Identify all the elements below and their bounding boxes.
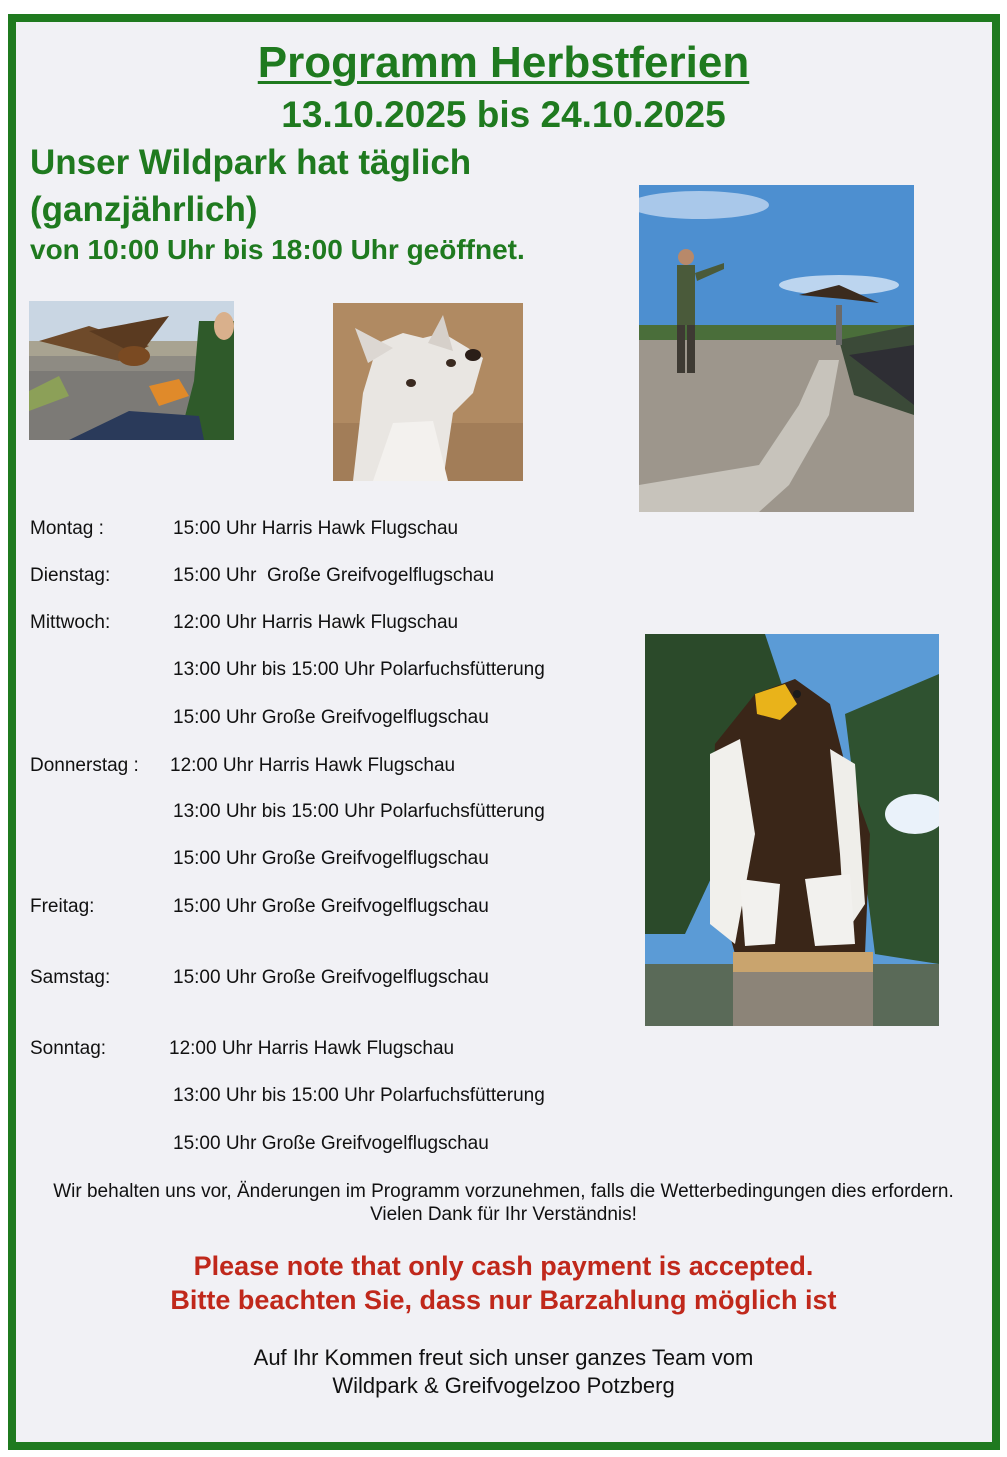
payment-notice-en: Please note that only cash payment is accepted. <box>193 1251 814 1281</box>
date-range: 13.10.2025 bis 24.10.2025 <box>281 94 726 135</box>
day-freitag: Freitag: <box>30 896 95 917</box>
payment-notice-de: Bitte beachten Sie, dass nur Barzahlung möglich ist <box>170 1285 837 1315</box>
event-dienstag-1: 15:00 Uhr Große Greifvogelflugschau <box>173 565 495 586</box>
day-samstag: Samstag: <box>30 967 111 988</box>
event-mittwoch-3: 15:00 Uhr Große Greifvogelflugschau <box>173 707 489 728</box>
arctic-fox-photo <box>333 303 523 481</box>
event-montag-1: 15:00 Uhr Harris Hawk Flugschau <box>173 518 459 539</box>
event-samstag-1: 15:00 Uhr Große Greifvogelflugschau <box>173 967 489 988</box>
day-mittwoch: Mittwoch: <box>30 612 111 633</box>
footer-line-1: Auf Ihr Kommen freut sich unser ganzes Team vom <box>253 1345 754 1370</box>
event-sonntag-2: 13:00 Uhr bis 15:00 Uhr Polarfuchsfütterung <box>173 1085 545 1106</box>
sea-eagle-photo <box>645 634 939 1026</box>
footer-line-2: Wildpark & Greifvogelzoo Potzberg <box>332 1373 675 1398</box>
event-sonntag-3: 15:00 Uhr Große Greifvogelflugschau <box>173 1133 489 1154</box>
opening-line-1: Unser Wildpark hat täglich <box>30 143 472 182</box>
event-freitag-1: 15:00 Uhr Große Greifvogelflugschau <box>173 896 489 917</box>
thanks-notice: Vielen Dank für Ihr Verständnis! <box>370 1204 637 1225</box>
day-donnerstag: Donnerstag : <box>30 755 139 776</box>
falconer-arena-photo <box>639 185 914 512</box>
event-donnerstag-3: 15:00 Uhr Große Greifvogelflugschau <box>173 848 489 869</box>
event-donnerstag-1: 12:00 Uhr Harris Hawk Flugschau <box>170 755 456 776</box>
hawk-glove-photo <box>29 301 234 440</box>
day-montag: Montag : <box>30 518 104 539</box>
event-sonntag-1: 12:00 Uhr Harris Hawk Flugschau <box>169 1038 455 1059</box>
page-title: Programm Herbstferien <box>257 38 750 87</box>
event-mittwoch-2: 13:00 Uhr bis 15:00 Uhr Polarfuchsfütterung <box>173 659 545 680</box>
event-donnerstag-2: 13:00 Uhr bis 15:00 Uhr Polarfuchsfütterung <box>173 801 545 822</box>
weather-notice: Wir behalten uns vor, Änderungen im Programm vorzunehmen, falls die Wetterbedingungen dies erfordern. <box>53 1181 954 1202</box>
opening-line-2: (ganzjährlich) <box>30 190 258 229</box>
day-dienstag: Dienstag: <box>30 565 111 586</box>
event-mittwoch-1: 12:00 Uhr Harris Hawk Flugschau <box>173 612 459 633</box>
day-sonntag: Sonntag: <box>30 1038 107 1059</box>
opening-hours: von 10:00 Uhr bis 18:00 Uhr geöffnet. <box>30 234 525 265</box>
